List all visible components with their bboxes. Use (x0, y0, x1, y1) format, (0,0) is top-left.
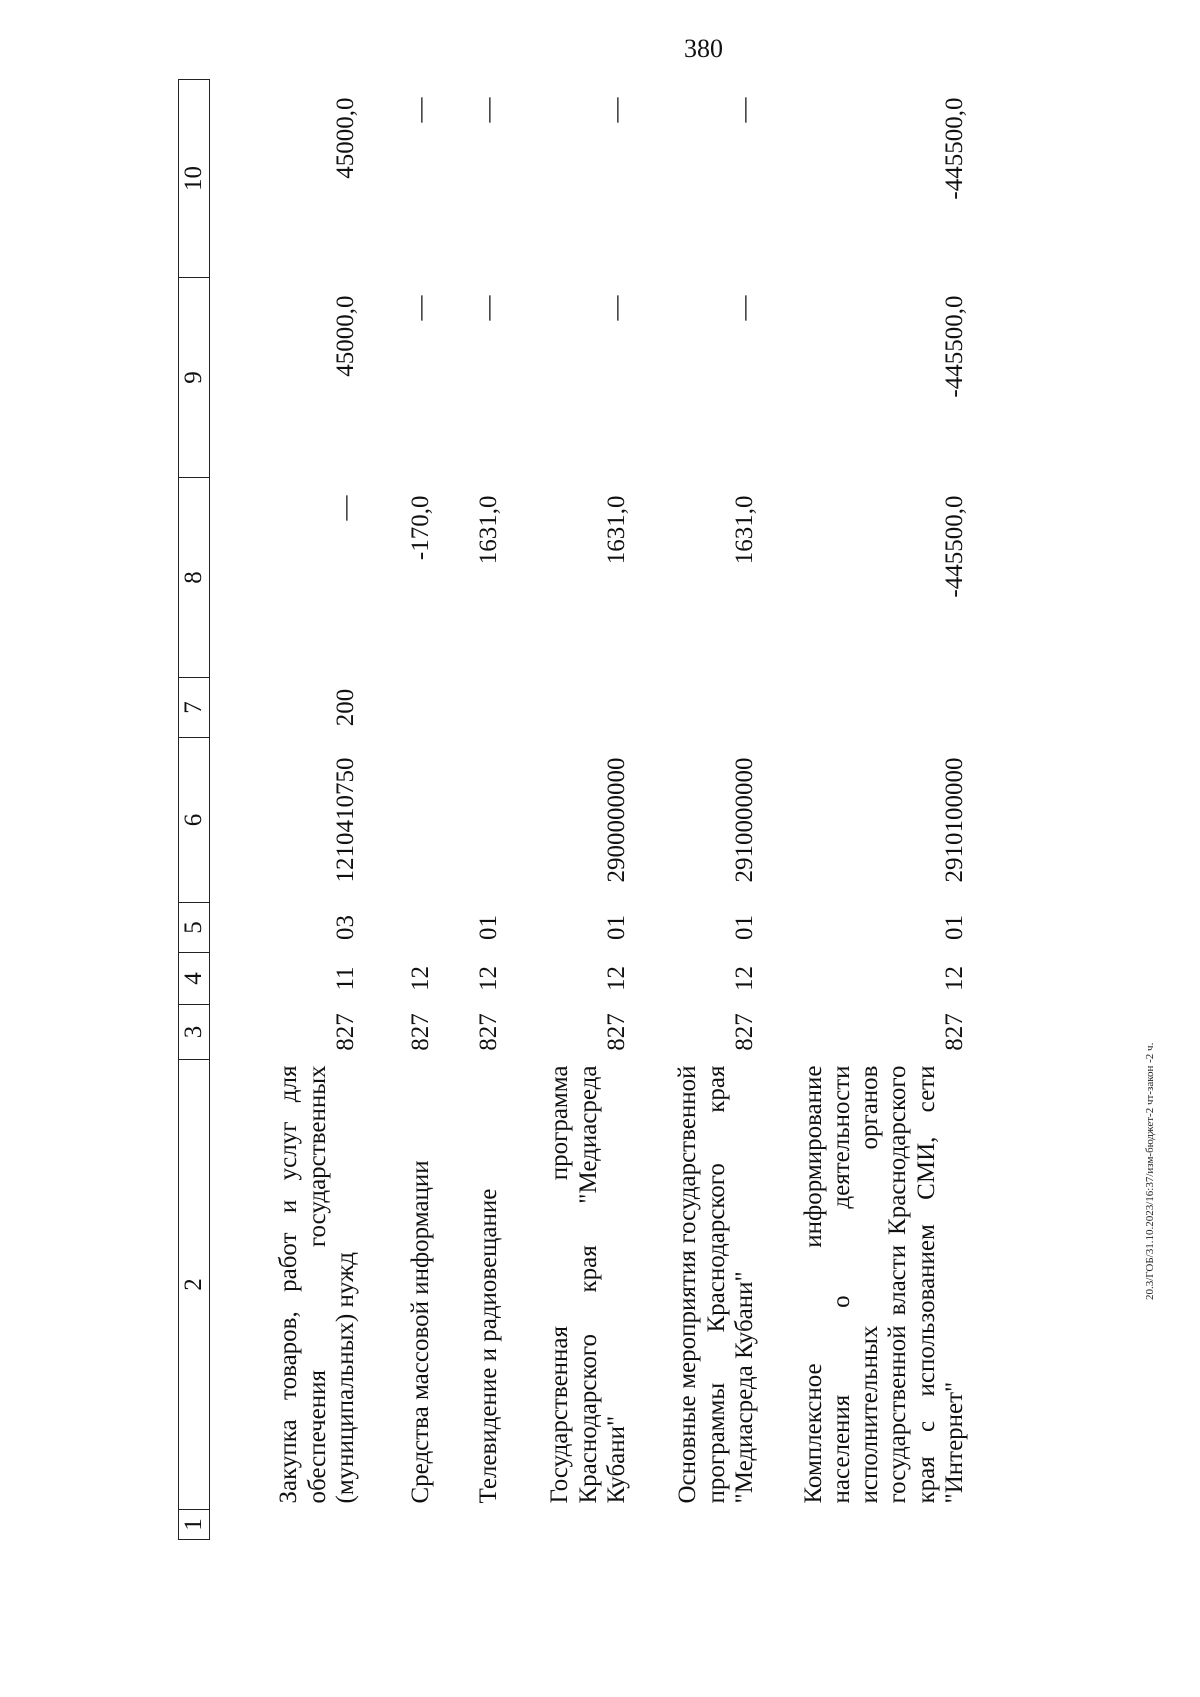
column-header: 8 (179, 478, 210, 678)
cell-ministry-code: 827 (406, 1013, 434, 1051)
cell-description: Закупка товаров, работ и услуг для обеспечения государственных (муниципальных) нужд (275, 1065, 359, 1504)
cell-section: 12 (406, 966, 434, 991)
cell-expense-type (435, 678, 503, 738)
cell-amount-col9: — (474, 295, 502, 321)
cell-target-article (360, 738, 435, 903)
cell-amount-col10: 45000,0 (331, 97, 359, 179)
cell-amount-col10: — (474, 97, 502, 123)
budget-table-rotated (178, 80, 1138, 1540)
cell-description: Средства массовой информации (406, 1160, 434, 1504)
cell-section: 12 (940, 966, 968, 991)
cell-expense-type: 200 (331, 688, 359, 727)
cell-amount-col10: — (602, 97, 630, 123)
cell-amount-col8: 1631,0 (474, 495, 502, 565)
cell-amount-col9: -445500,0 (940, 295, 968, 398)
cell-amount-col10: — (406, 97, 434, 123)
cell-expense-type (503, 678, 631, 738)
cell-target-article (435, 738, 503, 903)
table-row (435, 80, 503, 1540)
cell-ministry-code: 827 (730, 1013, 758, 1051)
cell-target-article: 1210410750 (331, 757, 359, 883)
cell-amount-col9: — (730, 295, 758, 321)
cell-amount-col8: -170,0 (406, 495, 434, 561)
table-row (631, 80, 759, 1540)
cell-ministry-code: 827 (940, 1013, 968, 1051)
column-header: 6 (179, 738, 210, 903)
cell-ministry-code: 827 (331, 1013, 359, 1051)
cell-ministry-code: 827 (474, 1013, 502, 1051)
cell-description: Государственная программа Краснодарского края "Медиасреда Кубани" (546, 1065, 630, 1504)
cell-amount-col9: 45000,0 (331, 295, 359, 377)
budget-table (178, 79, 969, 1540)
column-header: 7 (179, 678, 210, 738)
cell-description: Основные мероприятия государственной программы Краснодарского края "Медиасреда Кубани" (674, 1065, 758, 1504)
cell-index (360, 1510, 435, 1540)
cell-subsection: 01 (602, 915, 630, 940)
column-header: 1 (179, 1510, 210, 1540)
cell-ministry-code: 827 (602, 1013, 630, 1051)
cell-subsection: 01 (474, 915, 502, 940)
cell-description: Комплексное информирование населения о деятельности исполнительных органов государственной власти Краснодарского края с использованием СМИ, сети "Интернет" (799, 1065, 968, 1504)
cell-target-article: 2900000000 (602, 757, 630, 883)
document-footer-code: 20.3/ГОБ/31.10.2023/16:37/изм-бюджет-2 чт-закон -2 ч. (1144, 1042, 1156, 1300)
column-header: 3 (179, 1005, 210, 1060)
cell-target-article: 2910100000 (940, 757, 968, 883)
cell-expense-type (759, 678, 969, 738)
cell-expense-type (631, 678, 759, 738)
cell-amount-col9: — (602, 295, 630, 321)
cell-index (759, 1510, 969, 1540)
cell-index (210, 1510, 361, 1540)
table-row (759, 80, 969, 1540)
cell-index (631, 1510, 759, 1540)
cell-section: 12 (474, 966, 502, 991)
cell-section: 12 (730, 966, 758, 991)
cell-amount-col10: -445500,0 (940, 97, 968, 200)
cell-amount-col8: -445500,0 (940, 495, 968, 598)
cell-index (503, 1510, 631, 1540)
cell-amount-col8: — (331, 495, 359, 521)
cell-subsection (360, 903, 435, 953)
cell-section: 11 (331, 966, 359, 991)
cell-amount-col10: — (730, 97, 758, 123)
cell-target-article: 2910000000 (730, 757, 758, 883)
cell-subsection: 01 (940, 915, 968, 940)
column-header: 10 (179, 80, 210, 278)
cell-index (435, 1510, 503, 1540)
cell-subsection: 03 (331, 915, 359, 940)
table-row (210, 80, 361, 1540)
column-header: 2 (179, 1060, 210, 1510)
page-number: 380 (684, 34, 723, 63)
cell-section: 12 (602, 966, 630, 991)
cell-description: Телевидение и радиовещание (474, 1188, 502, 1504)
table-row (360, 80, 435, 1540)
cell-amount-col8: 1631,0 (730, 495, 758, 565)
table-header-row (179, 80, 210, 1540)
column-header: 9 (179, 278, 210, 478)
cell-subsection: 01 (730, 915, 758, 940)
cell-expense-type (360, 678, 435, 738)
table-row (503, 80, 631, 1540)
cell-amount-col8: 1631,0 (602, 495, 630, 565)
column-header: 5 (179, 903, 210, 953)
column-header: 4 (179, 953, 210, 1005)
cell-amount-col9: — (406, 295, 434, 321)
